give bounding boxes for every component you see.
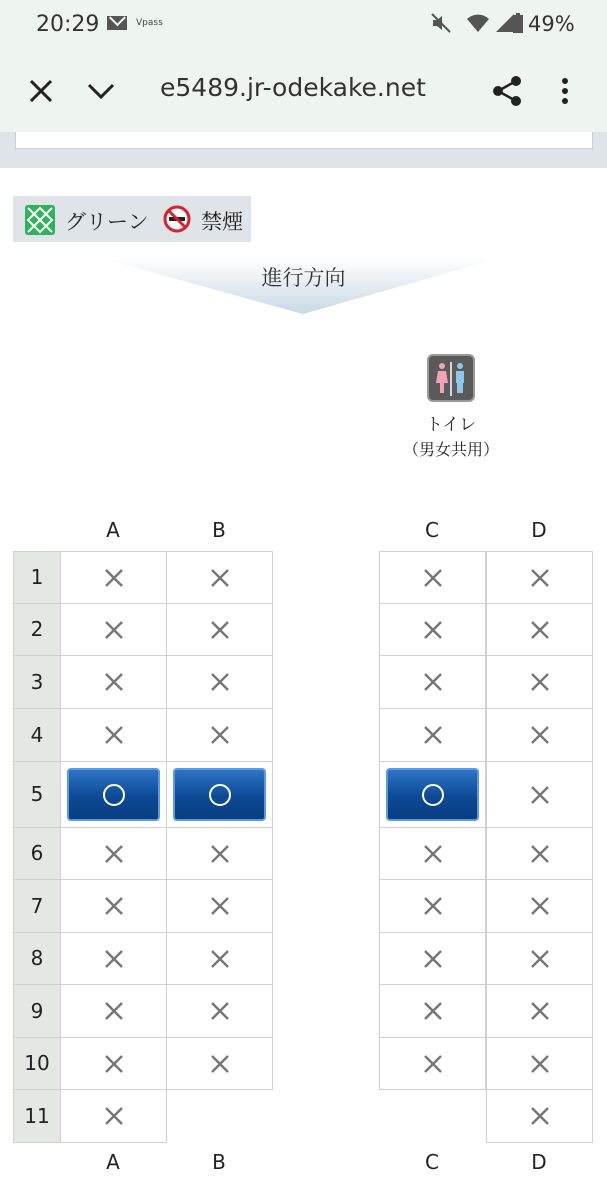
- seat-5D: [486, 761, 593, 828]
- cross-icon: [210, 844, 230, 864]
- row-number: 7: [13, 879, 61, 933]
- seat-11A: [60, 1089, 167, 1143]
- cross-icon: [530, 620, 550, 640]
- cross-icon: [104, 949, 124, 969]
- cross-icon: [530, 949, 550, 969]
- seat-4A: [60, 708, 167, 762]
- seat-9A: [60, 984, 167, 1038]
- available-seat-button[interactable]: [67, 768, 160, 821]
- seat-8B: [166, 932, 273, 985]
- seat-4B: [166, 708, 273, 762]
- status-time: 20:29: [36, 12, 100, 37]
- seat-7A: [60, 879, 167, 933]
- cross-icon: [530, 672, 550, 692]
- row-number: 9: [13, 984, 61, 1038]
- cross-icon: [210, 896, 230, 916]
- more-vert-icon[interactable]: [556, 74, 574, 108]
- seat-10D: [486, 1037, 593, 1090]
- chevron-down-icon[interactable]: [86, 78, 116, 104]
- seat-5A[interactable]: [60, 761, 167, 828]
- cross-icon: [104, 725, 124, 745]
- cross-icon: [210, 620, 230, 640]
- seat-7D: [486, 879, 593, 933]
- cross-icon: [423, 1054, 443, 1074]
- mute-icon: [430, 12, 452, 34]
- seat-11D: [486, 1089, 593, 1143]
- column-header-bottom: D: [531, 1150, 547, 1174]
- wifi-icon: [466, 12, 490, 34]
- cross-icon: [423, 568, 443, 588]
- cross-icon: [104, 1106, 124, 1126]
- seat-5C[interactable]: [379, 761, 486, 828]
- seat-7C: [379, 879, 486, 933]
- seat-6B: [166, 827, 273, 880]
- row-number: 5: [13, 761, 61, 828]
- cross-icon: [210, 725, 230, 745]
- cross-icon: [210, 1001, 230, 1021]
- cross-icon: [104, 672, 124, 692]
- seat-8C: [379, 932, 486, 985]
- seat-9B: [166, 984, 273, 1038]
- seat-2C: [379, 603, 486, 656]
- vpass-notification-label: Vpass: [136, 18, 163, 28]
- cross-icon: [423, 844, 443, 864]
- direction-label: 進行方向: [261, 266, 346, 290]
- seat-10B: [166, 1037, 273, 1090]
- toilet-label: トイレ: [425, 415, 477, 435]
- green-car-label: グリーン: [65, 210, 149, 234]
- seat-2D: [486, 603, 593, 656]
- seat-legend: [13, 196, 251, 242]
- circle-icon: [103, 784, 125, 806]
- cross-icon: [530, 1106, 550, 1126]
- share-icon[interactable]: [490, 74, 524, 108]
- cross-icon: [530, 568, 550, 588]
- cross-icon: [530, 725, 550, 745]
- close-icon[interactable]: [28, 78, 54, 104]
- row-number: 4: [13, 708, 61, 762]
- cross-icon: [104, 568, 124, 588]
- available-seat-button[interactable]: [386, 768, 479, 821]
- cross-icon: [530, 844, 550, 864]
- cross-icon: [423, 949, 443, 969]
- toilet-icon: [427, 354, 475, 402]
- column-header-top: D: [531, 518, 547, 542]
- url-bar[interactable]: e5489.jr-odekake.net: [160, 73, 426, 102]
- cross-icon: [104, 620, 124, 640]
- cross-icon: [210, 568, 230, 588]
- cross-icon: [530, 785, 550, 805]
- column-header-top: A: [106, 518, 120, 542]
- cross-icon: [530, 1054, 550, 1074]
- status-bar: [0, 0, 607, 50]
- seat-3D: [486, 655, 593, 709]
- cross-icon: [530, 1001, 550, 1021]
- seat-10A: [60, 1037, 167, 1090]
- circle-icon: [209, 784, 231, 806]
- seat-3C: [379, 655, 486, 709]
- cross-icon: [104, 1001, 124, 1021]
- cross-icon: [423, 725, 443, 745]
- mail-icon: [107, 16, 127, 30]
- seat-1A: [60, 551, 167, 604]
- column-header-top: B: [212, 518, 226, 542]
- cross-icon: [423, 896, 443, 916]
- seat-4D: [486, 708, 593, 762]
- cross-icon: [104, 1054, 124, 1074]
- no-smoking-label: 禁煙: [201, 210, 243, 234]
- row-number: 8: [13, 932, 61, 985]
- column-header-bottom: B: [212, 1150, 226, 1174]
- cross-icon: [104, 844, 124, 864]
- row-number: 1: [13, 551, 61, 604]
- cross-icon: [210, 672, 230, 692]
- no-smoking-icon: [163, 205, 191, 233]
- seat-4C: [379, 708, 486, 762]
- seat-2B: [166, 603, 273, 656]
- row-number: 3: [13, 655, 61, 709]
- cross-icon: [210, 1054, 230, 1074]
- seat-10C: [379, 1037, 486, 1090]
- battery-percent: 49%: [528, 12, 575, 36]
- seat-8A: [60, 932, 167, 985]
- toilet-sublabel: （男女共用）: [402, 440, 499, 459]
- seat-6A: [60, 827, 167, 880]
- green-car-icon: [25, 205, 55, 235]
- seat-1B: [166, 551, 273, 604]
- cross-icon: [423, 672, 443, 692]
- column-header-bottom: C: [425, 1150, 439, 1174]
- column-header-top: C: [425, 518, 439, 542]
- seat-5B[interactable]: [166, 761, 273, 828]
- page-top-box: [15, 132, 593, 149]
- column-header-bottom: A: [106, 1150, 120, 1174]
- row-number: 6: [13, 827, 61, 880]
- seat-9D: [486, 984, 593, 1038]
- cross-icon: [423, 1001, 443, 1021]
- circle-icon: [422, 784, 444, 806]
- cross-icon: [210, 949, 230, 969]
- row-number: 10: [13, 1037, 61, 1090]
- seat-8D: [486, 932, 593, 985]
- seat-7B: [166, 879, 273, 933]
- seat-3B: [166, 655, 273, 709]
- row-number: 2: [13, 603, 61, 656]
- available-seat-button[interactable]: [173, 768, 266, 821]
- battery-icon: [512, 12, 524, 34]
- seat-2A: [60, 603, 167, 656]
- seat-1D: [486, 551, 593, 604]
- cross-icon: [530, 896, 550, 916]
- seat-6D: [486, 827, 593, 880]
- row-number: 11: [13, 1089, 61, 1143]
- seat-9C: [379, 984, 486, 1038]
- seat-6C: [379, 827, 486, 880]
- seat-3A: [60, 655, 167, 709]
- cross-icon: [423, 620, 443, 640]
- seat-1C: [379, 551, 486, 604]
- cross-icon: [104, 896, 124, 916]
